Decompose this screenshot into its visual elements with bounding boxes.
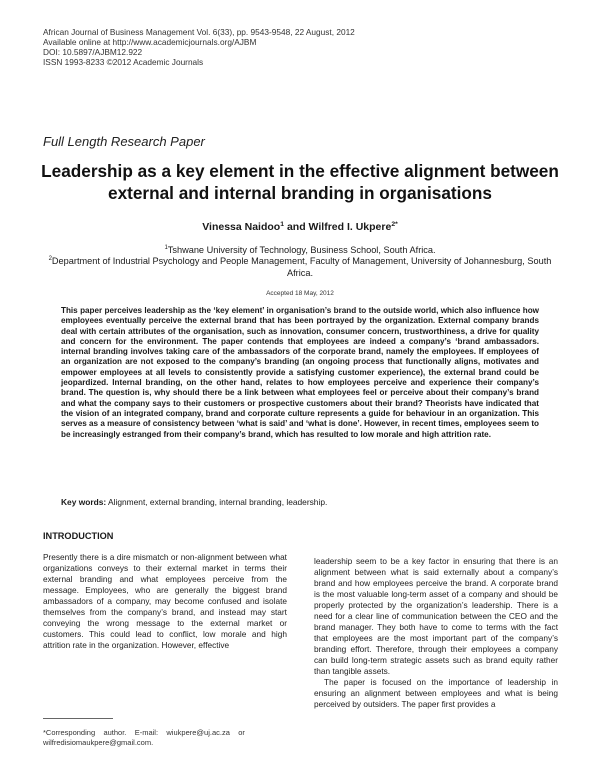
issn: ISSN 1993-8233 ©2012 Academic Journals [43,57,204,67]
accepted-date: Accepted 18 May, 2012 [266,290,334,297]
journal-citation: African Journal of Business Management Vol. 6(33), pp. 9543-9548, 22 August, 2012 [43,27,355,37]
affiliation-1-marker: 1 [164,245,168,251]
author-conjunction: and [286,221,306,233]
corresponding-author-footnote [43,728,293,748]
author-1-affil-marker: 1 [280,221,285,228]
footnote-divider [43,718,113,719]
affiliation-1 [45,245,555,257]
author-1-name: Vinessa Naidoo [202,221,281,233]
affiliation-2-text: Department of Industrial Psychology and People Management, Faculty of Management, University of Johannesburg, South Africa. [51,256,552,278]
affiliation-1-text: Tshwane University of Technology, Business School, South Africa. [167,245,436,255]
intro-paragraph-1: Presently there is a dire mismatch or non-alignment between what organizations conveys to their external market in terms their external branding and what employees perceive from the message. Employees, who are generally the biggest brand ambassadors of a company, may become confused and isolate themselves from the company’s brand, and instead may start conveying the wrong message to the external market or customers. This could lead to conflict, low morale and high attrition rate in the organization. However, effective [43,552,287,650]
intro-paragraph-3: The paper is focused on the importance of leadership in ensuring an alignment between employees and what is being perceived by outsiders. The paper first provides a [314,677,558,709]
doi: DOI: 10.5897/AJBM12.922 [43,47,143,57]
section-heading-introduction: INTRODUCTION [43,531,114,541]
intro-paragraph-2: leadership seem to be a key factor in ensuring that there is an alignment between what is said externally about a company’s brand and how employees perceive the brand. A corporate brand is the most valuable long-term asset of a company and should be properly protected by the organization’s leadership. There is a need for a clear line of communication between the CEO and the brand manager. They both have to come to terms with the fact that employees are the most important part of the company’s branding effort. Therefore, through their employees a company can build long-term strategic assets such as brand equity rather than tangible assets. [314,556,558,676]
right-column [314,556,558,710]
keywords [61,497,539,507]
keywords-label: Key words: [61,497,107,507]
paper-title: Leadership as a key element in the effective alignment between external and internal branding in organisations [41,161,559,203]
abstract: This paper perceives leadership as the ‘key element’ in organisation’s brand to the outside world, which also influence how employees eventually perceive the external brand that has been portrayed by the organization. External company brands deal with certain attributes of the organisation, such as innovation, consumer concern, trustworthiness, a drive for quality and concern for the environment. The paper contends that employees are indeed a company’s ‘brand ambassadors. internal branding involves taking care of the ambassadors of the corporate brand, namely the employees. If employees of an organization are not exposed to the company’s branding (an ongoing process that functionally aligns, motivates and empower employees at all levels to consistently provide a satisfying customer experience), the external brand could be jeopardized. Internal branding, on the other hand, relates to how employees perceive and experience their company’s brand. The question is, why should there be a link between what employees feel or perceive about their company’s brand and what the company says to their customers or prospective customers about their brand? Theorists have indicated that the vision of an integrated company, brand and corporate culture represents a guide for behaviour in an organization. This serves as a measure of consistency between ‘what is said’ and ‘what is done’. However, in recent times, employees seem to be increasingly estranged from their company’s brand, which has resulted to low morale and high attrition rate. [61,306,539,439]
journal-header [43,27,563,67]
footnote-line-1: *Corresponding author. E-mail: wiukpere@uj.ac.za or [43,728,245,737]
left-column [43,552,287,651]
affiliation-2 [45,256,555,279]
author-2-name: Wilfred I. Ukpere [308,221,392,233]
paper-type: Full Length Research Paper [43,134,205,149]
online-url: Available online at http://www.academicjournals.org/AJBM [43,37,257,47]
author-2-affil-marker: 2* [391,221,398,228]
affiliation-2-marker: 2 [48,256,52,262]
footnote-line-2: wilfredisiomaukpere@gmail.com. [43,738,154,747]
authors [40,221,560,233]
keywords-text: Alignment, external branding, internal branding, leadership. [108,497,328,507]
